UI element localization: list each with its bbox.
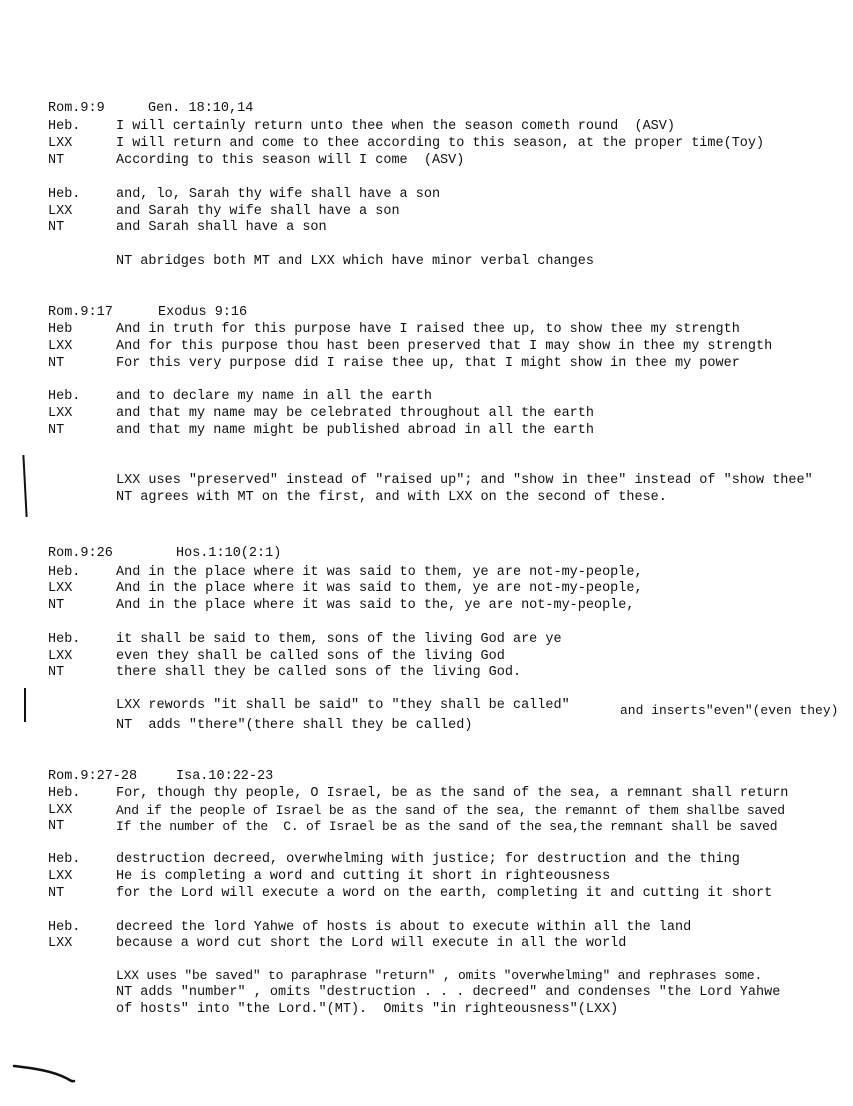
commentary-note: LXX uses "be saved" to paraphrase "return" , omits "overwhelming" and rephrases some. (116, 968, 763, 983)
section-ref: Rom.9:27-28 (48, 769, 138, 784)
row-label: NT (48, 356, 65, 371)
row-label: NT (48, 665, 65, 680)
row-label: LXX (48, 869, 73, 884)
commentary-note: NT agrees with MT on the first, and with LXX on the second of these. (116, 490, 667, 505)
row-text: for the Lord will execute a word on the earth, completing it and cutting it short (116, 886, 773, 901)
row-text: decreed the lord Yahwe of hosts is about to execute within all the land (116, 920, 692, 935)
row-text: destruction decreed, overwhelming with justice; for destruction and the thing (116, 852, 740, 867)
row-text: If the number of the C. of Israel be as the sand of the sea,the remnant shall be saved (116, 819, 778, 834)
row-text: According to this season will I come (ASV) (116, 153, 465, 168)
row-text: And if the people of Israel be as the sand of the sea, the remannt of them shallbe saved (116, 803, 785, 818)
section-source: Exodus 9:16 (158, 305, 248, 320)
margin-mark (22, 455, 27, 517)
section-ref: Rom.9:9 (48, 101, 105, 116)
row-text: And for this purpose thou hast been preserved that I may show in thee my strength (116, 339, 773, 354)
row-text: I will certainly return unto thee when the season cometh round (ASV) (116, 119, 675, 134)
commentary-aside: and inserts"even"(even they) (620, 703, 839, 718)
row-label: NT (48, 220, 65, 235)
row-text: For this very purpose did I raise thee up, that I might show in thee my power (116, 356, 740, 371)
section-ref: Rom.9:17 (48, 305, 113, 320)
row-text: And in truth for this purpose have I raised thee up, to show thee my strength (116, 322, 740, 337)
row-label: LXX (48, 803, 73, 818)
row-label: LXX (48, 936, 73, 951)
row-label: LXX (48, 649, 73, 664)
section-source: Hos.1:10(2:1) (176, 546, 282, 561)
row-text: and Sarah shall have a son (116, 220, 327, 235)
row-label: Heb. (48, 187, 81, 202)
margin-mark (24, 688, 26, 722)
row-text: and that my name may be celebrated throughout all the earth (116, 406, 594, 421)
row-text: and that my name might be published abroad in all the earth (116, 423, 594, 438)
row-label: NT (48, 598, 65, 613)
row-label: Heb. (48, 786, 81, 801)
row-text: it shall be said to them, sons of the living God are ye (116, 632, 562, 647)
row-label: Heb. (48, 389, 81, 404)
commentary-note: of hosts" into "the Lord."(MT). Omits "in righteousness"(LXX) (116, 1002, 619, 1017)
row-label: LXX (48, 581, 73, 596)
row-text: even they shall be called sons of the living God (116, 649, 505, 664)
commentary-note: LXX rewords "it shall be said" to "they shall be called" (116, 698, 570, 713)
row-label: Heb (48, 322, 73, 337)
row-label: Heb. (48, 852, 81, 867)
row-label: NT (48, 819, 65, 834)
row-label: Heb. (48, 920, 81, 935)
row-text: And in the place where it was said to the, ye are not-my-people, (116, 598, 635, 613)
commentary-note: NT adds "number" , omits "destruction . . . decreed" and condenses "the Lord Yahwe (116, 985, 781, 1000)
commentary-note: LXX uses "preserved" instead of "raised up"; and "show in thee" instead of "show thee" (116, 473, 813, 488)
row-text: And in the place where it was said to them, ye are not-my-people, (116, 565, 643, 580)
row-label: Heb. (48, 119, 81, 134)
row-text: For, though thy people, O Israel, be as the sand of the sea, a remnant shall return (116, 786, 789, 801)
row-label: NT (48, 423, 65, 438)
row-label: LXX (48, 136, 73, 151)
row-label: LXX (48, 339, 73, 354)
commentary-note: NT adds "there"(there shall they be called) (116, 718, 473, 733)
row-label: Heb. (48, 632, 81, 647)
section-ref: Rom.9:26 (48, 546, 113, 561)
row-label: NT (48, 886, 65, 901)
row-text: and to declare my name in all the earth (116, 389, 432, 404)
row-text: and, lo, Sarah thy wife shall have a son (116, 187, 441, 202)
section-source: Gen. 18:10,14 (148, 101, 254, 116)
commentary-note: NT abridges both MT and LXX which have minor verbal changes (116, 254, 594, 269)
row-text: there shall they be called sons of the living God. (116, 665, 522, 680)
row-text: And in the place where it was said to them, ye are not-my-people, (116, 581, 643, 596)
row-text: I will return and come to thee according to this season, at the proper time(Toy) (116, 136, 765, 151)
row-text: He is completing a word and cutting it short in righteousness (116, 869, 611, 884)
row-label: Heb. (48, 565, 81, 580)
row-label: NT (48, 153, 65, 168)
row-text: and Sarah thy wife shall have a son (116, 204, 400, 219)
pen-stroke-mark (10, 1060, 80, 1086)
section-source: Isa.10:22-23 (176, 769, 274, 784)
row-text: because a word cut short the Lord will execute in all the world (116, 936, 627, 951)
row-label: LXX (48, 204, 73, 219)
row-label: LXX (48, 406, 73, 421)
